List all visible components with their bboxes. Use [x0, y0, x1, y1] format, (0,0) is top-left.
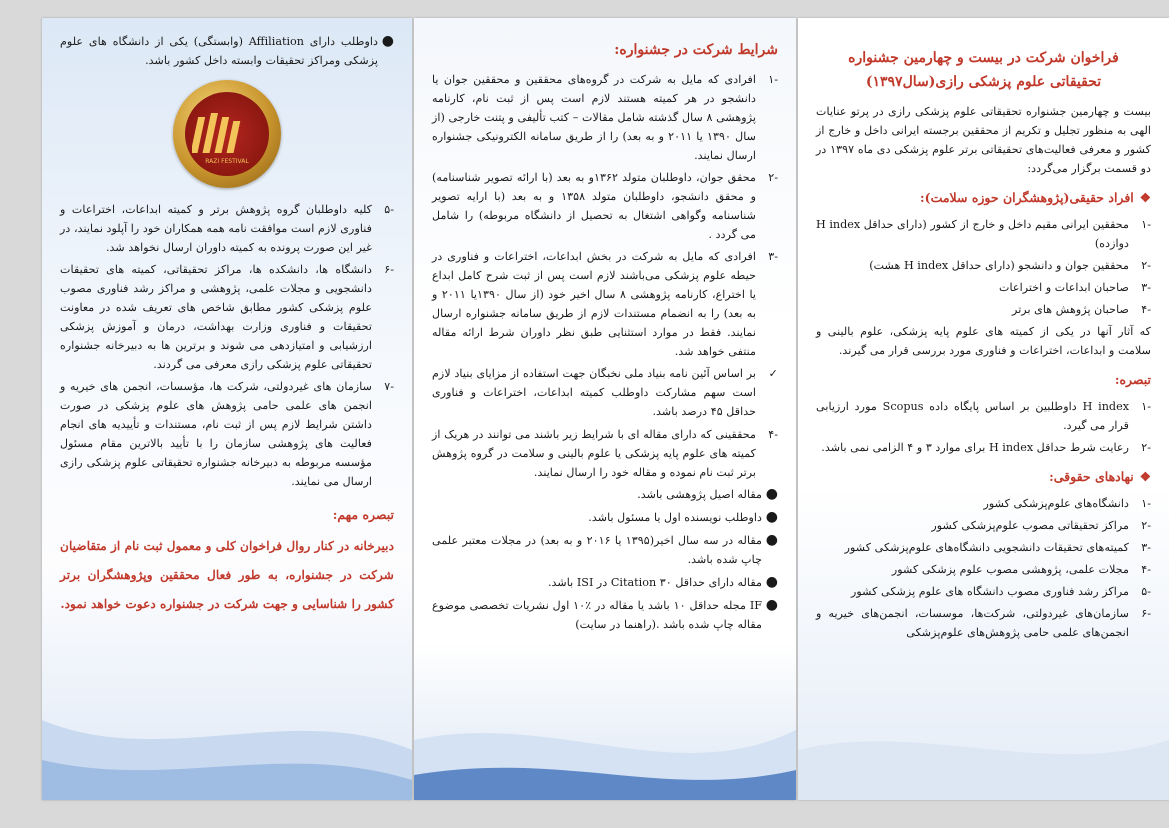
list-item: -۱ افرادی که مایل به شرکت در گروه‌های محققین و محققین جوان یا دانشجو در هر کمیته هستند لازم است پس از ثبت نام، کارنامه پژوهشی ۸ سال گذشته شامل مقالات – کتب تألیفی و پتنت خارجی (از سال ۱۳۹۰ یا ۲۰۱۱ و به بعد) را از طریق سامانه الکترونیکی جشنواره ارسال نمایند.: [432, 73, 778, 162]
list-item: -۴ محققینی که دارای مقاله ای با شرایط زیر باشند می توانند در هریک از کمیته های علوم پایه پزشکی یا علوم بالینی و سلامت در گروه پژوهش برتر ثبت نام نموده و مقاله خود را ارسال نمایند.: [432, 428, 778, 479]
right-panel: [798, 18, 1169, 800]
svg-text:RAZI FESTIVAL: RAZI FESTIVAL: [205, 158, 249, 165]
list-item: -۱ محققین ایرانی مقیم داخل و خارج از کشور (دارای حداقل H index دوازده): [816, 218, 1151, 250]
list-item: -۳ کمیته‌های تحقیقات دانشجویی دانشگاه‌های علوم‌پزشکی کشور: [844, 541, 1151, 554]
razi-festival-emblem: [173, 80, 281, 188]
important-note-title: تبصره مهم:: [332, 507, 394, 522]
section-natural-persons: ❖افراد حقیقی(پژوهشگران حوزه سلامت):: [920, 190, 1151, 205]
list-item: -۴ مجلات علمی، پژوهشی مصوب علوم پزشکی کشور: [891, 563, 1151, 576]
list-item: -۶ سازمان‌های غیردولتی، شرکت‌ها، موسسات، انجمن‌های خیریه و انجمن‌های علمی حامی پژوهش‌های علوم‌پزشکی: [816, 607, 1151, 639]
closing-statement: دبیرخانه در کنار روال فراخوان کلی و معمول ثبت نام از متقاضیان شرکت در جشنواره، به طور فعال محققین وپژوهشگران برتر کشور را شناسایی و جهت شرکت در جشنواره دعوت خواهد نمود.: [60, 539, 394, 611]
intro-paragraph: بیست و چهارمین جشنواره تحقیقاتی علوم پزشکی رازی در پرتو عنایات الهی به منظور تجلیل و تکریم از محققین برجسته ایرانی داخل و خارج از کشور و معرفی فعالیت‌های تحقیقاتی برتر علوم پزشکی دی ماه ۱۳۹۷ در دو قسمت برگزار می‌گردد:: [816, 105, 1151, 175]
conditions-title: شرایط شرکت در جشنواره:: [614, 42, 778, 58]
bullet-item: ● IF مجله حداقل ۱۰ باشد یا مقاله در ٪۱۰ اول نشریات تخصصی موضوع مقاله چاپ شده باشد .(راهنما در سایت): [432, 597, 778, 631]
star-bullet-icon: ❖: [1139, 469, 1151, 484]
section-note: تبصره:: [1114, 372, 1151, 387]
bullet-item: ● مقاله اصیل پژوهشی باشد.: [637, 486, 778, 502]
list-item: -۲ رعایت شرط حداقل H index برای موارد ۳ و ۴ الزامی نمی باشد.: [821, 441, 1151, 454]
bullet-item: ● داوطلب نویسنده اول یا مسئول باشد.: [588, 509, 778, 525]
bullet-item: ● مقاله در سه سال اخیر(۱۳۹۵ یا ۲۰۱۶ و به بعد) در مجلات معتبر علمی چاپ شده باشد.: [432, 532, 778, 566]
razi-logo-icon: [192, 99, 262, 169]
section-legal-entities: ❖نهادهای حقوقی:: [1049, 469, 1151, 484]
list-item: -۲ محققین جوان و دانشجو (دارای حداقل H index هشت): [869, 259, 1151, 272]
list-item: -۶ دانشگاه ها، دانشکده ها، مراکز تحقیقاتی، کمیته های تحقیقات دانشجویی و مجلات علمی، پژوهشی و مراکز رشد فناوری مصوب علوم پزشکی کشور مطابق شاخص های تعریف شده در معاونت تحقیقات و فناوری وزارت بهداشت، درمان و آموزش پزشکی ارزشیابی و امتیازدهی می شوند و برترین ها به دبیرخانه جشنواره تحقیقاتی علوم پزشکی رازی معرفی می گردند.: [60, 263, 394, 371]
list-item: -۲ مراکز تحقیقاتی مصوب علوم‌پزشکی کشور: [931, 519, 1151, 532]
list-item: -۱ H index داوطلبین بر اساس پایگاه داده Scopus مورد ارزیابی قرار می گیرد.: [816, 400, 1151, 432]
page-title: فراخوان شرکت در بیست و چهارمین جشنواره تحقیقاتی علوم پزشکی رازی(سال۱۳۹۷): [848, 50, 1119, 90]
middle-panel: [414, 18, 796, 800]
bullet-item: ● مقاله دارای حداقل Citation ۳۰ در ISI باشد.: [547, 574, 778, 590]
list-item: -۲ محقق جوان، داوطلبان متولد ۱۳۶۲و به بعد (با ارائه تصویر شناسنامه) و محقق دانشجو، داوطلبان متولد ۱۳۵۸ و به بعد (با ارایه تصویر شناسنامه وگواهی اشتغال به تحصیل از دانشگاه مربوطه) را شامل می گردد .: [432, 171, 778, 241]
list-item: -۱ دانشگاه‌های علوم‌پزشکی کشور: [983, 497, 1151, 510]
left-panel: [42, 18, 412, 800]
check-icon: ✓: [768, 367, 778, 380]
list-item: -۳ صاحبان ابداعات و اختراعات: [998, 281, 1151, 294]
committees-note: که آثار آنها در یکی از کمیته های علوم پایه پزشکی، علوم بالینی و سلامت و ابداعات، اختراعات و فناوری مورد بررسی قرار می گیرند.: [816, 325, 1151, 357]
list-item: -۳ افرادی که مایل به شرکت در بخش ابداعات، اختراعات و فناوری در حیطه علوم پزشکی می‌باشند لازم است پس از ثبت شرح کامل ابداع یا اختراع، کارنامه پژوهشی ۸ سال اخیر خود (از سال ۱۳۹۰یا ۲۰۱۱ و به بعد) را به انضمام مستندات لازم از طریق سامانه جشنواره ارسال نمایند. فقط در موارد استثنایی طبق نظر داوران شرط ارائه مقاله منتفی خواهد شد.: [432, 250, 778, 358]
star-bullet-icon: ❖: [1139, 190, 1151, 205]
list-item: -۵ مراکز رشد فناوری مصوب دانشگاه های علوم پزشکی کشور: [850, 585, 1151, 598]
list-item: -۷ سازمان های غیردولتی، شرکت ها، مؤسسات، انجمن های خیریه و انجمن های علمی حامی پژوهش های علوم پزشکی در صورت داشتن شرایط لازم پس از ثبت نام، مستندات و تأییدیه های انجام فعالیت های پژوهشی سازمان را با تأیید بالاترین مقام مسئول مؤسسه مربوطه به دبیرخانه جشنواره تحقیقاتی علوم پزشکی رازی ارسال می نمایند.: [60, 380, 394, 488]
nationalelite-note: ✓ بر اساس آئین نامه بنیاد ملی نخبگان جهت استفاده از مزایای بنیاد لازم است سهم مشارکت داوطلب کمیته ابداعات، اختراعات و فناوری حداقل ۴۵ درصد باشد.: [432, 364, 778, 421]
list-item: -۴ صاحبان پژوهش های برتر: [1012, 303, 1151, 316]
affiliation-bullet: ● داوطلب دارای Affiliation (وابستگی) یکی از دانشگاه های علوم پزشکی ومراکز تحقیقات وابسته داخل کشور باشد.: [60, 33, 394, 67]
list-item: -۵ کلیه داوطلبان گروه پژوهش برتر و کمیته ابداعات، اختراعات و فناوری لازم است موافقت نامه همه همکاران خود را آپلود نمایند، در غیر این صورت پرونده به کمیته داوران ارسال نخواهد شد.: [60, 203, 394, 254]
